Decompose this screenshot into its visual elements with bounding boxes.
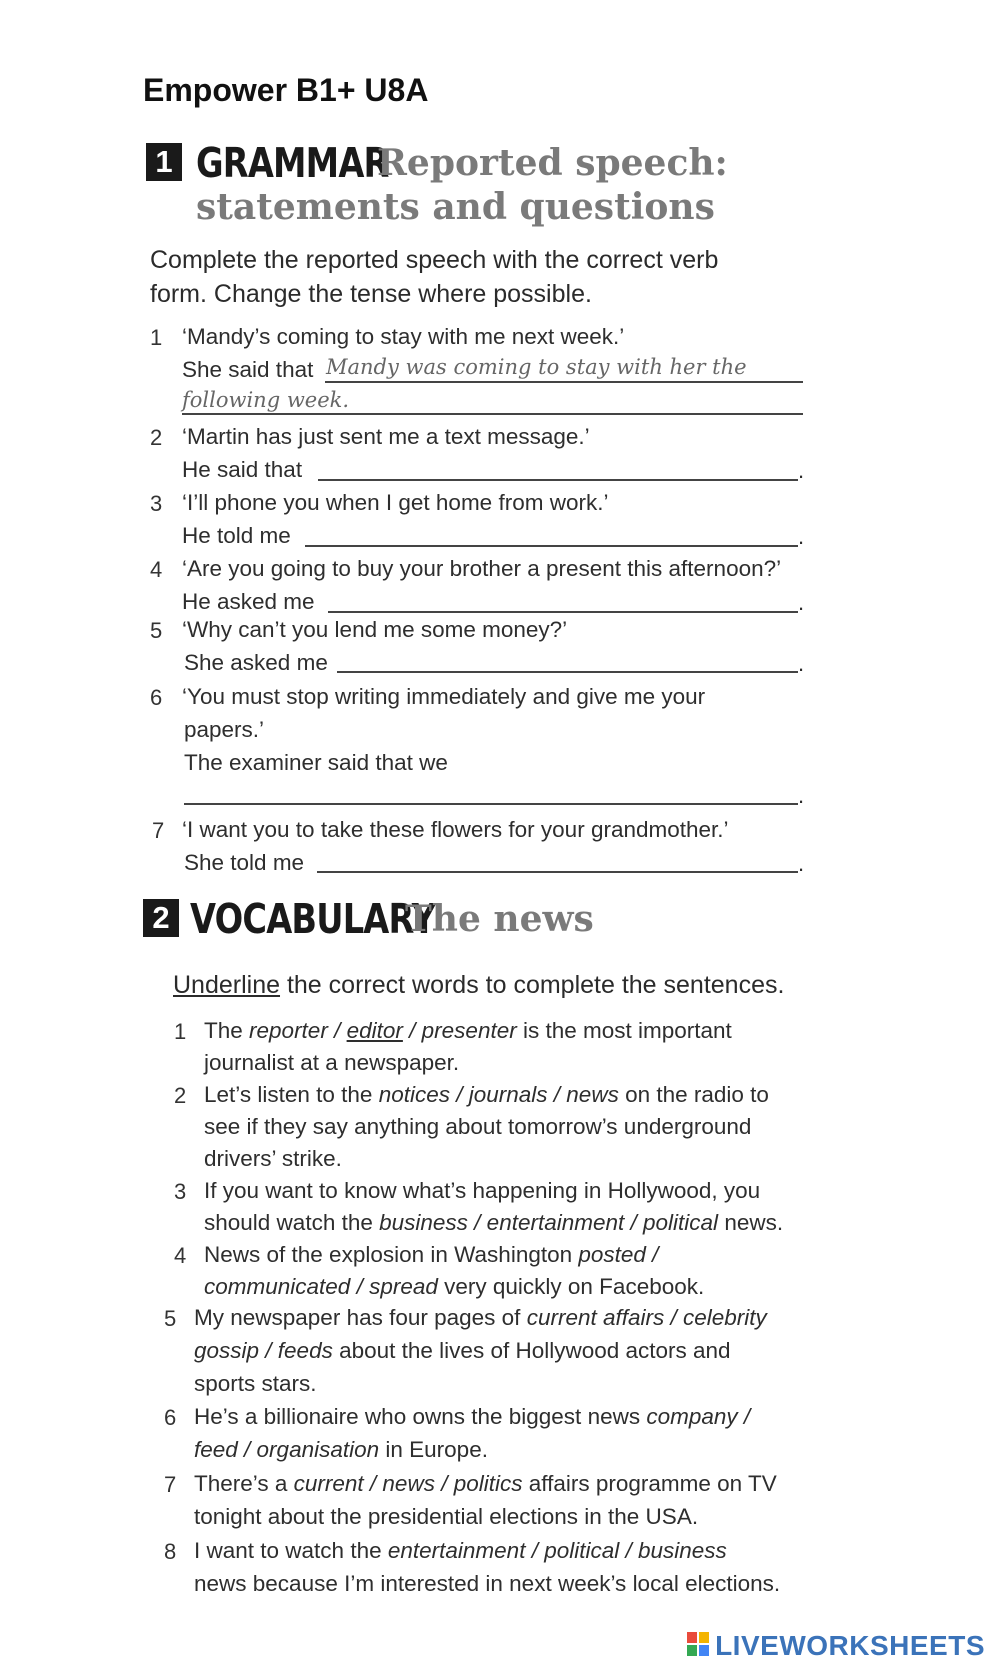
vocab-item-3-line-2: should watch the business / entertainment / political news. — [204, 1210, 784, 1235]
logo-text: LIVEWORKSHEETS — [715, 1630, 985, 1661]
vocab-item-2-line-3: drivers’ strike. — [204, 1146, 342, 1171]
period: . — [798, 651, 805, 676]
section-subtitle-grammar-1: Reported speech: — [377, 142, 728, 184]
vocab-item-5-line-3: sports stars. — [194, 1371, 317, 1396]
word-choices[interactable]: current / news / politics — [293, 1471, 523, 1496]
word-choice-reporter[interactable]: reporter — [249, 1018, 328, 1043]
vocab-item-8-line-2: news because I’m interested in next week’s local elections. — [194, 1571, 781, 1596]
word-choices[interactable]: business / entertainment / political — [379, 1210, 719, 1235]
vocab-item-1-line-1: The reporter / editor / presenter is the most important — [204, 1018, 732, 1043]
item-prompt: He said that — [182, 457, 303, 482]
item-quote-line-2: papers.’ — [184, 717, 265, 742]
item-number: 4 — [174, 1243, 187, 1268]
item-quote-line-1: ‘You must stop writing immediately and give me your — [182, 684, 706, 709]
item-prompt: She said that — [182, 357, 314, 382]
grammar-instructions-2: form. Change the tense where possible. — [150, 280, 592, 308]
word-choice-presenter[interactable]: presenter — [421, 1018, 517, 1043]
item-number: 8 — [164, 1539, 177, 1564]
item-number: 7 — [164, 1472, 177, 1497]
instructions-rest: the correct words to complete the sentences. — [280, 971, 785, 999]
vocab-item-6-line-2: feed / organisation in Europe. — [194, 1437, 488, 1462]
instructions-underline-word: Underline — [173, 971, 281, 999]
item-quote: ‘Martin has just sent me a text message.’ — [182, 424, 590, 449]
vocab-item-5-line-1: My newspaper has four pages of current affairs / celebrity — [194, 1305, 767, 1330]
word-choices[interactable]: current affairs / celebrity — [526, 1305, 767, 1330]
item-number: 5 — [150, 618, 163, 643]
section-number-grammar: 1 — [146, 143, 182, 181]
vocab-item-6-line-1: He’s a billionaire who owns the biggest news company / — [194, 1404, 751, 1429]
period: . — [798, 851, 805, 876]
word-choice-editor[interactable]: editor — [346, 1018, 403, 1043]
period: . — [798, 590, 805, 615]
item-number: 2 — [174, 1083, 187, 1108]
item-prompt: The examiner said that we — [184, 750, 448, 775]
item-number: 6 — [150, 685, 163, 710]
answer-input-5[interactable] — [337, 671, 798, 673]
example-answer-line-2: following week. — [182, 388, 350, 412]
vocab-item-7-line-1: There’s a current / news / politics affairs programme on TV — [194, 1471, 777, 1496]
answer-input-4[interactable] — [328, 611, 798, 613]
period: . — [798, 524, 805, 549]
vocab-item-4-line-1: News of the explosion in Washington posted / — [204, 1242, 659, 1267]
period: . — [798, 783, 805, 808]
answer-input-6[interactable] — [184, 803, 798, 805]
word-choices[interactable]: company / — [646, 1404, 751, 1429]
answer-input-7[interactable] — [317, 871, 798, 873]
section-subtitle-grammar-2: statements and questions — [196, 186, 715, 228]
vocab-item-2-line-2: see if they say anything about tomorrow’s underground — [204, 1114, 752, 1139]
item-number: 3 — [174, 1179, 187, 1204]
word-choices[interactable]: notices / journals / news — [378, 1082, 619, 1107]
section-number-vocabulary: 2 — [143, 899, 179, 937]
section-title-vocabulary: VOCABULARY — [190, 895, 436, 943]
item-prompt: She told me — [184, 850, 305, 875]
answer-input-2[interactable] — [318, 479, 798, 481]
section-subtitle-vocabulary: The news — [405, 898, 594, 940]
grammar-instructions-1: Complete the reported speech with the correct verb — [150, 246, 719, 274]
item-quote: ‘I’ll phone you when I get home from work.’ — [182, 490, 609, 515]
vocab-item-3-line-1: If you want to know what’s happening in Hollywood, you — [204, 1178, 761, 1203]
vocab-item-7-line-2: tonight about the presidential elections in the USA. — [194, 1504, 699, 1529]
example-answer-line-1: Mandy was coming to stay with her the — [326, 355, 747, 379]
word-choices[interactable]: communicated / spread — [204, 1274, 438, 1299]
item-number: 1 — [150, 325, 163, 350]
item-number: 3 — [150, 491, 163, 516]
vocab-item-4-line-2: communicated / spread very quickly on Facebook. — [204, 1274, 705, 1299]
period: . — [798, 458, 805, 483]
item-number: 2 — [150, 425, 163, 450]
vocab-item-5-line-2: gossip / feeds about the lives of Hollywood actors and — [194, 1338, 731, 1363]
item-quote: ‘Why can’t you lend me some money?’ — [182, 617, 568, 642]
item-number: 1 — [174, 1019, 187, 1044]
item-number: 5 — [164, 1306, 177, 1331]
answer-blank — [182, 413, 803, 415]
vocab-item-1-line-2: journalist at a newspaper. — [204, 1050, 460, 1075]
answer-input-3[interactable] — [305, 545, 798, 547]
vocab-item-2-line-1: Let’s listen to the notices / journals / news on the radio to — [204, 1082, 769, 1107]
item-quote: ‘I want you to take these flowers for your grandmother.’ — [182, 817, 729, 842]
item-prompt: He told me — [182, 523, 291, 548]
liveworksheets-logo — [687, 1630, 985, 1662]
word-choices[interactable]: gossip / feeds — [194, 1338, 333, 1363]
item-quote: ‘Are you going to buy your brother a present this afternoon?’ — [182, 556, 782, 581]
section-title-grammar: GRAMMAR — [196, 139, 389, 187]
word-choices[interactable]: posted / — [578, 1242, 659, 1267]
answer-blank — [325, 381, 803, 383]
vocabulary-instructions — [173, 969, 784, 1002]
item-number: 6 — [164, 1405, 177, 1430]
item-number: 4 — [150, 557, 163, 582]
logo-blocks-icon — [687, 1632, 711, 1658]
page-header: Empower B1+ U8A — [143, 72, 429, 108]
item-number: 7 — [152, 818, 165, 843]
item-prompt: She asked me — [184, 650, 328, 675]
vocab-item-8-line-1: I want to watch the entertainment / political / business — [194, 1538, 727, 1563]
word-choices[interactable]: entertainment / political / business — [387, 1538, 727, 1563]
item-prompt: He asked me — [182, 589, 315, 614]
item-quote: ‘Mandy’s coming to stay with me next week.’ — [182, 324, 625, 349]
word-choices[interactable]: feed / organisation — [194, 1437, 380, 1462]
